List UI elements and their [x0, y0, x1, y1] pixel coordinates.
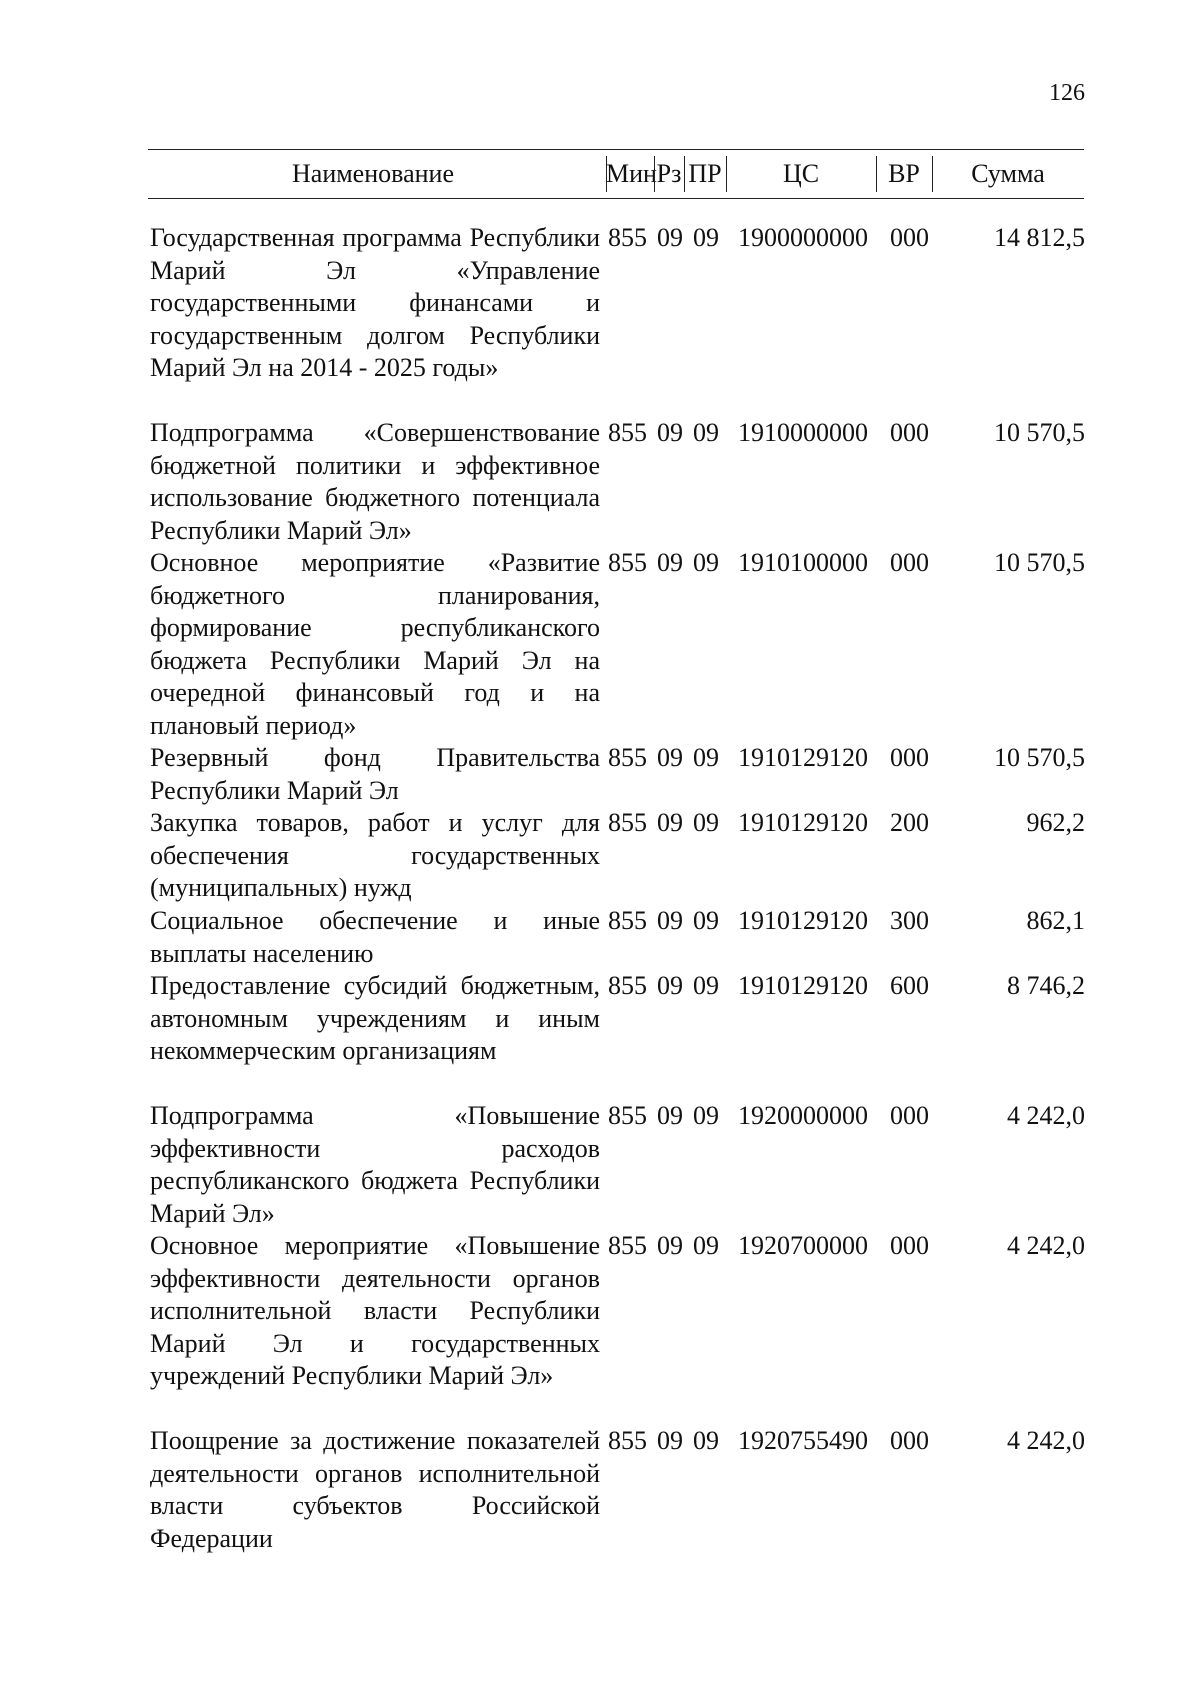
row-name: Государственная программа Республики Марий Эл «Управление государственными финансами и государственным долгом Республики Марий Эл на 2014 - 2025 годы»	[150, 223, 600, 382]
row-cs: 1910129120	[738, 743, 868, 772]
row-min: 855	[608, 548, 647, 577]
row-sum: 10 570,5	[994, 548, 1085, 577]
row-pr: 09	[693, 1426, 719, 1455]
row-name: Закупка товаров, работ и услуг для обеспечения государственных (муниципальных) нужд	[150, 808, 600, 902]
header-cs: ЦС	[782, 159, 820, 188]
row-rz: 09	[657, 548, 683, 577]
row-name: Подпрограмма «Повышение эффективности расходов республиканского бюджета Республики Марий Эл»	[150, 1101, 600, 1228]
row-rz: 09	[657, 1231, 683, 1260]
row-vr: 000	[890, 743, 929, 772]
row-sum: 10 570,5	[994, 743, 1085, 772]
row-name: Поощрение за достижение показателей деятельности органов исполнительной власти субъектов Российской Федерации	[150, 1426, 600, 1553]
header-rz: Рз	[656, 159, 682, 188]
row-name: Подпрограмма «Совершенствование бюджетной политики и эффективное использование бюджетного потенциала Республики Марий Эл»	[150, 418, 600, 545]
header-pr: ПР	[688, 159, 722, 188]
table-header	[148, 149, 1084, 199]
row-min: 855	[608, 1426, 647, 1455]
row-sum: 8 746,2	[1007, 971, 1085, 1000]
row-cs: 1900000000	[738, 223, 868, 252]
row-pr: 09	[693, 1231, 719, 1260]
row-min: 855	[608, 1101, 647, 1130]
row-pr: 09	[693, 548, 719, 577]
row-pr: 09	[693, 743, 719, 772]
row-rz: 09	[657, 906, 683, 935]
row-vr: 300	[890, 906, 929, 935]
row-sum: 14 812,5	[994, 223, 1085, 252]
row-vr: 200	[890, 808, 929, 837]
row-min: 855	[608, 906, 647, 935]
row-vr: 000	[890, 418, 929, 447]
row-vr: 000	[890, 1101, 929, 1130]
row-min: 855	[608, 808, 647, 837]
row-pr: 09	[693, 971, 719, 1000]
row-rz: 09	[657, 418, 683, 447]
row-sum: 4 242,0	[1007, 1231, 1085, 1260]
header-min: Мин	[606, 159, 657, 188]
row-vr: 000	[890, 1426, 929, 1455]
row-sum: 4 242,0	[1007, 1426, 1085, 1455]
row-name: Основное мероприятие «Развитие бюджетного планирования, формирование республиканского бюджета Республики Марий Эл на очередной финансовый год и на плановый период»	[150, 548, 600, 740]
row-pr: 09	[693, 808, 719, 837]
row-rz: 09	[657, 971, 683, 1000]
row-cs: 1920000000	[738, 1101, 868, 1130]
row-min: 855	[608, 1231, 647, 1260]
row-min: 855	[608, 971, 647, 1000]
row-sum: 4 242,0	[1007, 1101, 1085, 1130]
row-pr: 09	[693, 223, 719, 252]
row-sum: 962,2	[1026, 808, 1085, 837]
row-cs: 1910100000	[738, 548, 868, 577]
row-cs: 1910000000	[738, 418, 868, 447]
row-rz: 09	[657, 1426, 683, 1455]
row-rz: 09	[657, 1101, 683, 1130]
header-vr: ВР	[888, 159, 920, 188]
row-name: Социальное обеспечение и иные выплаты населению	[150, 906, 600, 968]
row-cs: 1910129120	[738, 971, 868, 1000]
row-rz: 09	[657, 808, 683, 837]
header-sum: Сумма	[971, 159, 1045, 188]
row-vr: 000	[890, 223, 929, 252]
row-vr: 000	[890, 1231, 929, 1260]
row-vr: 000	[890, 548, 929, 577]
row-rz: 09	[657, 223, 683, 252]
row-name: Предоставление субсидий бюджетным, автономным учреждениям и иным некоммерческим организациям	[150, 971, 600, 1065]
row-pr: 09	[693, 418, 719, 447]
page-number: 126	[1049, 80, 1085, 106]
row-cs: 1910129120	[738, 808, 868, 837]
row-vr: 600	[890, 971, 929, 1000]
row-min: 855	[608, 743, 647, 772]
row-cs: 1920755490	[738, 1426, 868, 1455]
row-cs: 1920700000	[738, 1231, 868, 1260]
row-pr: 09	[693, 906, 719, 935]
row-sum: 10 570,5	[994, 418, 1085, 447]
row-rz: 09	[657, 743, 683, 772]
row-pr: 09	[693, 1101, 719, 1130]
row-sum: 862,1	[1026, 906, 1085, 935]
row-min: 855	[608, 418, 647, 447]
row-name: Основное мероприятие «Повышение эффективности деятельности органов исполнительной власти Республики Марий Эл и государственных учреждений Республики Марий Эл»	[150, 1231, 600, 1390]
header-name: Наименование	[292, 159, 454, 188]
row-name: Резервный фонд Правительства Республики Марий Эл	[150, 743, 600, 805]
row-min: 855	[608, 223, 647, 252]
row-cs: 1910129120	[738, 906, 868, 935]
